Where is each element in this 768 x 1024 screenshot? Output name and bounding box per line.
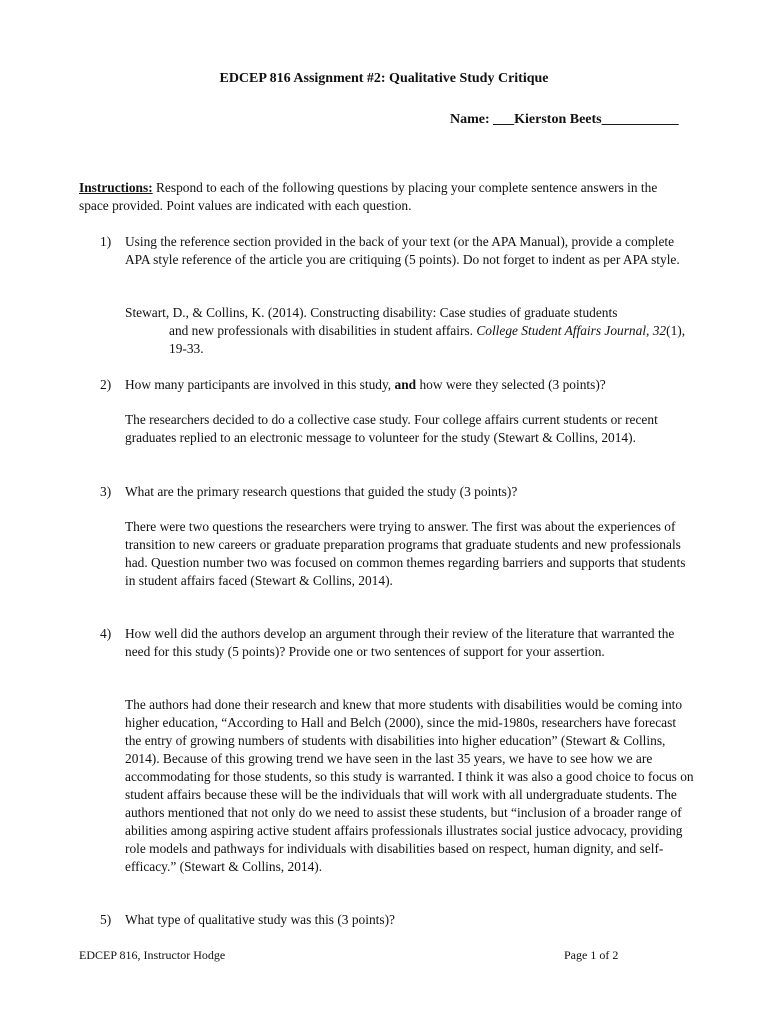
footer-page-number: Page 1 of 2 (564, 948, 619, 962)
question-number: 2) (100, 377, 112, 392)
instructions-text: Respond to each of the following questions by placing your complete sentence answers in the space provided. Point values are indicated with each question. (79, 180, 658, 213)
question-text: Using the reference section provided in the back of your text (or the APA Manual), provide a complete APA style reference of the article you are critiquing (5 points). Do not forget to indent as per APA style. (125, 234, 680, 267)
instructions-paragraph (79, 179, 689, 215)
question-text: How well did the authors develop an argument through their review of the literature that warranted the need for this study (5 points)? Provide one or two sentences of support for your assertion. (125, 626, 675, 659)
answer-2: The researchers decided to do a collective case study. Four college affairs current students or recent graduates replied to an electronic message to volunteer for the study (Stewart & Collins, 2014). (125, 412, 658, 445)
reference-continuation (125, 322, 695, 358)
instructions-label: Instructions: (79, 180, 153, 195)
reference-journal: College Student Affairs Journal, 32 (476, 323, 667, 338)
reference-issue-pages: (1), 19-33. (169, 323, 686, 356)
answer-4: The authors had done their research and knew that more students with disabilities would be coming into higher education, “According to Hall and Belch (2000), since the mid-1980s, researchers have forecast the entry of growing numbers of students with disabilities into higher education” (Stewart & Collins, 2014). Because of this growing trend we have seen in the last 35 years, we have to see how we are accommodating for those students, so this study is warranted. I think it was also a good choice to focus on student affairs because these will be the individuals that will work with all undergraduate students. The authors mentioned that not only do we need to assist these students, but “inclusion of a broader range of abilities among aspiring active student affairs professionals illustrates social justice advocacy, providing role models and pathways for individuals with disabilities based on respect, human dignity, and self-efficacy.” (Stewart & Collins, 2014). (125, 697, 694, 874)
footer-course: EDCEP 816, Instructor Hodge (79, 948, 226, 962)
question-3 (100, 483, 700, 501)
question-2 (100, 376, 700, 394)
question-text: What type of qualitative study was this (3 points)? (125, 912, 395, 927)
question-text: What are the primary research questions that guided the study (3 points)? (125, 484, 518, 499)
question-number: 3) (100, 484, 112, 499)
reference-authors-title: Stewart, D., & Collins, K. (2014). Constructing disability: Case studies of graduate students (125, 305, 618, 320)
answer-3: There were two questions the researchers were trying to answer. The first was about the experiences of transition to new careers or graduate preparation programs that graduate students and new professionals had. Question number two was focused on common themes regarding barriers and supports that students in student affairs faced (Stewart & Collins, 2014). (125, 519, 686, 588)
question-text (125, 376, 700, 394)
question-text-part: how were they selected (3 points)? (416, 377, 606, 392)
reference-title-end: and new professionals with disabilities in student affairs. (169, 323, 477, 338)
question-1 (100, 233, 700, 269)
question-text-part: How many participants are involved in this study, (125, 377, 395, 392)
question-number: 4) (100, 626, 112, 641)
question-number: 5) (100, 912, 112, 927)
student-name-line: Name: ___Kierston Beets___________ (450, 112, 679, 127)
question-number: 1) (100, 234, 112, 249)
question-5 (100, 911, 700, 929)
question-4 (100, 625, 700, 661)
question-emphasis: and (394, 377, 417, 392)
apa-reference (125, 304, 695, 358)
document-title: EDCEP 816 Assignment #2: Qualitative Study Critique (219, 71, 549, 86)
